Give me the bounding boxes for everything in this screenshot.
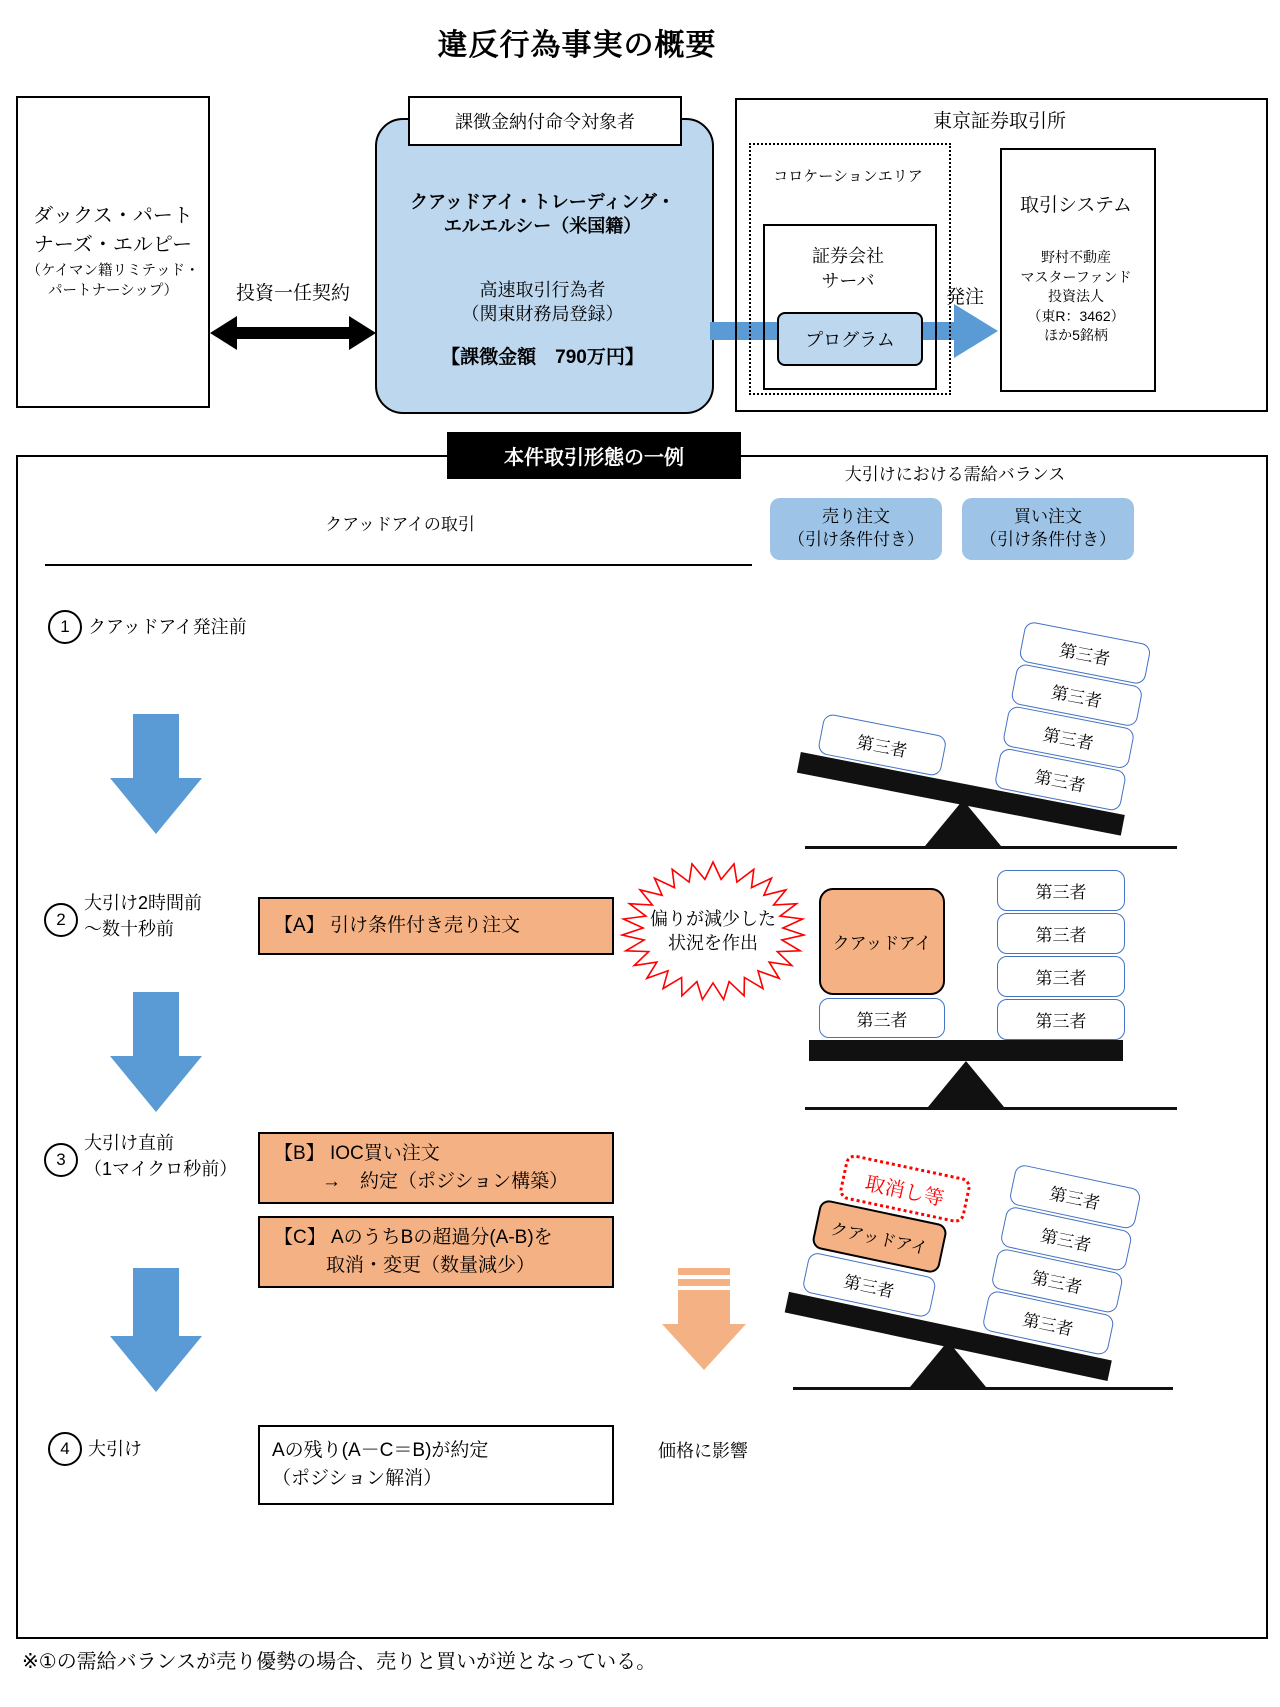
third-party-box: 第三者 (1008, 1163, 1142, 1230)
quad-eye-box: クアッドアイ (819, 888, 945, 995)
seesaw-fulcrum (910, 1341, 986, 1387)
third-party-box: 第三者 (981, 1290, 1115, 1357)
order-label: 発注 (945, 287, 984, 308)
arrow-right-head (349, 316, 376, 350)
trading-system-issues: 野村不動産 マスターファンド 投資法人 （東R：3462） ほか5銘柄 (1020, 249, 1132, 344)
third-party-box: 第三者 (999, 1205, 1133, 1272)
divider-line (45, 564, 752, 566)
cancel-badge: 取消し等 (838, 1153, 973, 1225)
starburst-text: 偏りが減少した 状況を作出 (650, 908, 776, 953)
colocation-label: コロケーションエリア (773, 168, 923, 185)
sell-order-pill: 売り注文 （引け条件付き） (770, 498, 942, 560)
dax-partners-box (16, 96, 210, 408)
seesaw-baseline (793, 1387, 1173, 1390)
third-party-box: 第三者 (801, 1251, 937, 1318)
step-2-circle: 2 (44, 903, 78, 937)
seesaw-2 (805, 868, 1183, 1110)
third-party-box: 第三者 (997, 956, 1125, 997)
arrow-bar (236, 327, 350, 339)
quad-eye-entity-box (375, 118, 714, 414)
page-title: 違反行為事実の概要 (437, 29, 717, 62)
third-party-box: 第三者 (994, 747, 1127, 812)
step-2-label: 大引け2時間前 ～数十秒前 (84, 893, 203, 940)
seesaw-1 (805, 600, 1183, 850)
seesaw-baseline (805, 846, 1177, 849)
seesaw-3-beam-group (785, 1106, 1152, 1381)
quad-eye-box: クアッドアイ (811, 1198, 949, 1274)
seesaw-3 (793, 1138, 1180, 1396)
mandate-arrow-label: 投資一任契約 (235, 283, 350, 304)
penalty-amount: 【課徴金額 790万円】 (441, 347, 644, 368)
step-3-circle: 3 (44, 1143, 78, 1177)
box-b: 【B】 IOC買い注文 → 約定（ポジション構築） (258, 1132, 614, 1204)
third-party-box: 第三者 (1018, 621, 1151, 686)
seesaw-baseline (805, 1107, 1177, 1110)
down-arrow-1 (110, 714, 202, 834)
broker-server-label: 証券会社 サーバ (812, 246, 884, 292)
third-party-box: 第三者 (1010, 663, 1143, 728)
quad-eye-entity-role: 高速取引行為者 （関東財務局登録） (461, 280, 624, 325)
step-1-circle: 1 (48, 610, 82, 644)
seesaw-1-beam-group (797, 575, 1159, 835)
trading-system-title: 取引システム (1019, 195, 1133, 216)
quad-eye-entity-name: クアッドアイ・トレーディング・ エルエルシー（米国籍） (410, 192, 675, 237)
third-party-box: 第三者 (1002, 705, 1135, 770)
third-party-box: 第三者 (990, 1247, 1124, 1314)
column-title: クアッドアイの取引 (325, 515, 475, 534)
step-1-label: クアッドアイ発注前 (88, 617, 247, 637)
balance-title: 大引けにおける需給バランス (844, 465, 1066, 484)
box-a: 【A】 引け条件付き売り注文 (258, 897, 614, 955)
tse-title: 東京証券取引所 (932, 111, 1066, 132)
third-party-box: 第三者 (997, 999, 1125, 1040)
price-impact-label: 価格に影響 (658, 1441, 748, 1461)
bidirectional-arrow (210, 316, 376, 350)
section-header: 本件取引形態の一例 (447, 432, 741, 479)
step-4-circle: 4 (48, 1432, 82, 1466)
down-arrow-3 (110, 1268, 202, 1392)
third-party-box: 第三者 (997, 913, 1125, 954)
buy-order-pill: 買い注文 （引け条件付き） (962, 498, 1134, 560)
seesaw-fulcrum (925, 800, 1001, 846)
dax-partners-name: ダックス・パート ナーズ・エルピー (33, 205, 193, 257)
arrow-left-head (210, 316, 237, 350)
box-c: 【C】 AのうちBの超過分(A-B)を 取消・変更（数量減少） (258, 1216, 614, 1288)
result-box: Aの残り(A－C＝B)が約定 （ポジション解消） (258, 1425, 614, 1505)
third-party-box: 第三者 (997, 870, 1125, 911)
footnote: ※①の需給バランスが売り優勢の場合、売りと買いが逆となっている。 (22, 1651, 657, 1673)
step-3-label: 大引け直前 （1マイクロ秒前） (84, 1133, 238, 1180)
penalty-subject-tag: 課徴金納付命令対象者 (408, 96, 682, 146)
dax-partners-subtitle: （ケイマン籍リミテッド・ パートナーシップ） (26, 263, 200, 299)
seesaw-fulcrum (928, 1061, 1004, 1107)
third-party-box: 第三者 (819, 998, 945, 1038)
down-arrow-2 (110, 992, 202, 1112)
program-box: プログラム (777, 312, 923, 366)
step-4-label: 大引け (88, 1439, 142, 1459)
seesaw-bar (809, 1040, 1123, 1061)
striped-down-arrow (662, 1268, 746, 1370)
third-party-box: 第三者 (817, 713, 948, 777)
